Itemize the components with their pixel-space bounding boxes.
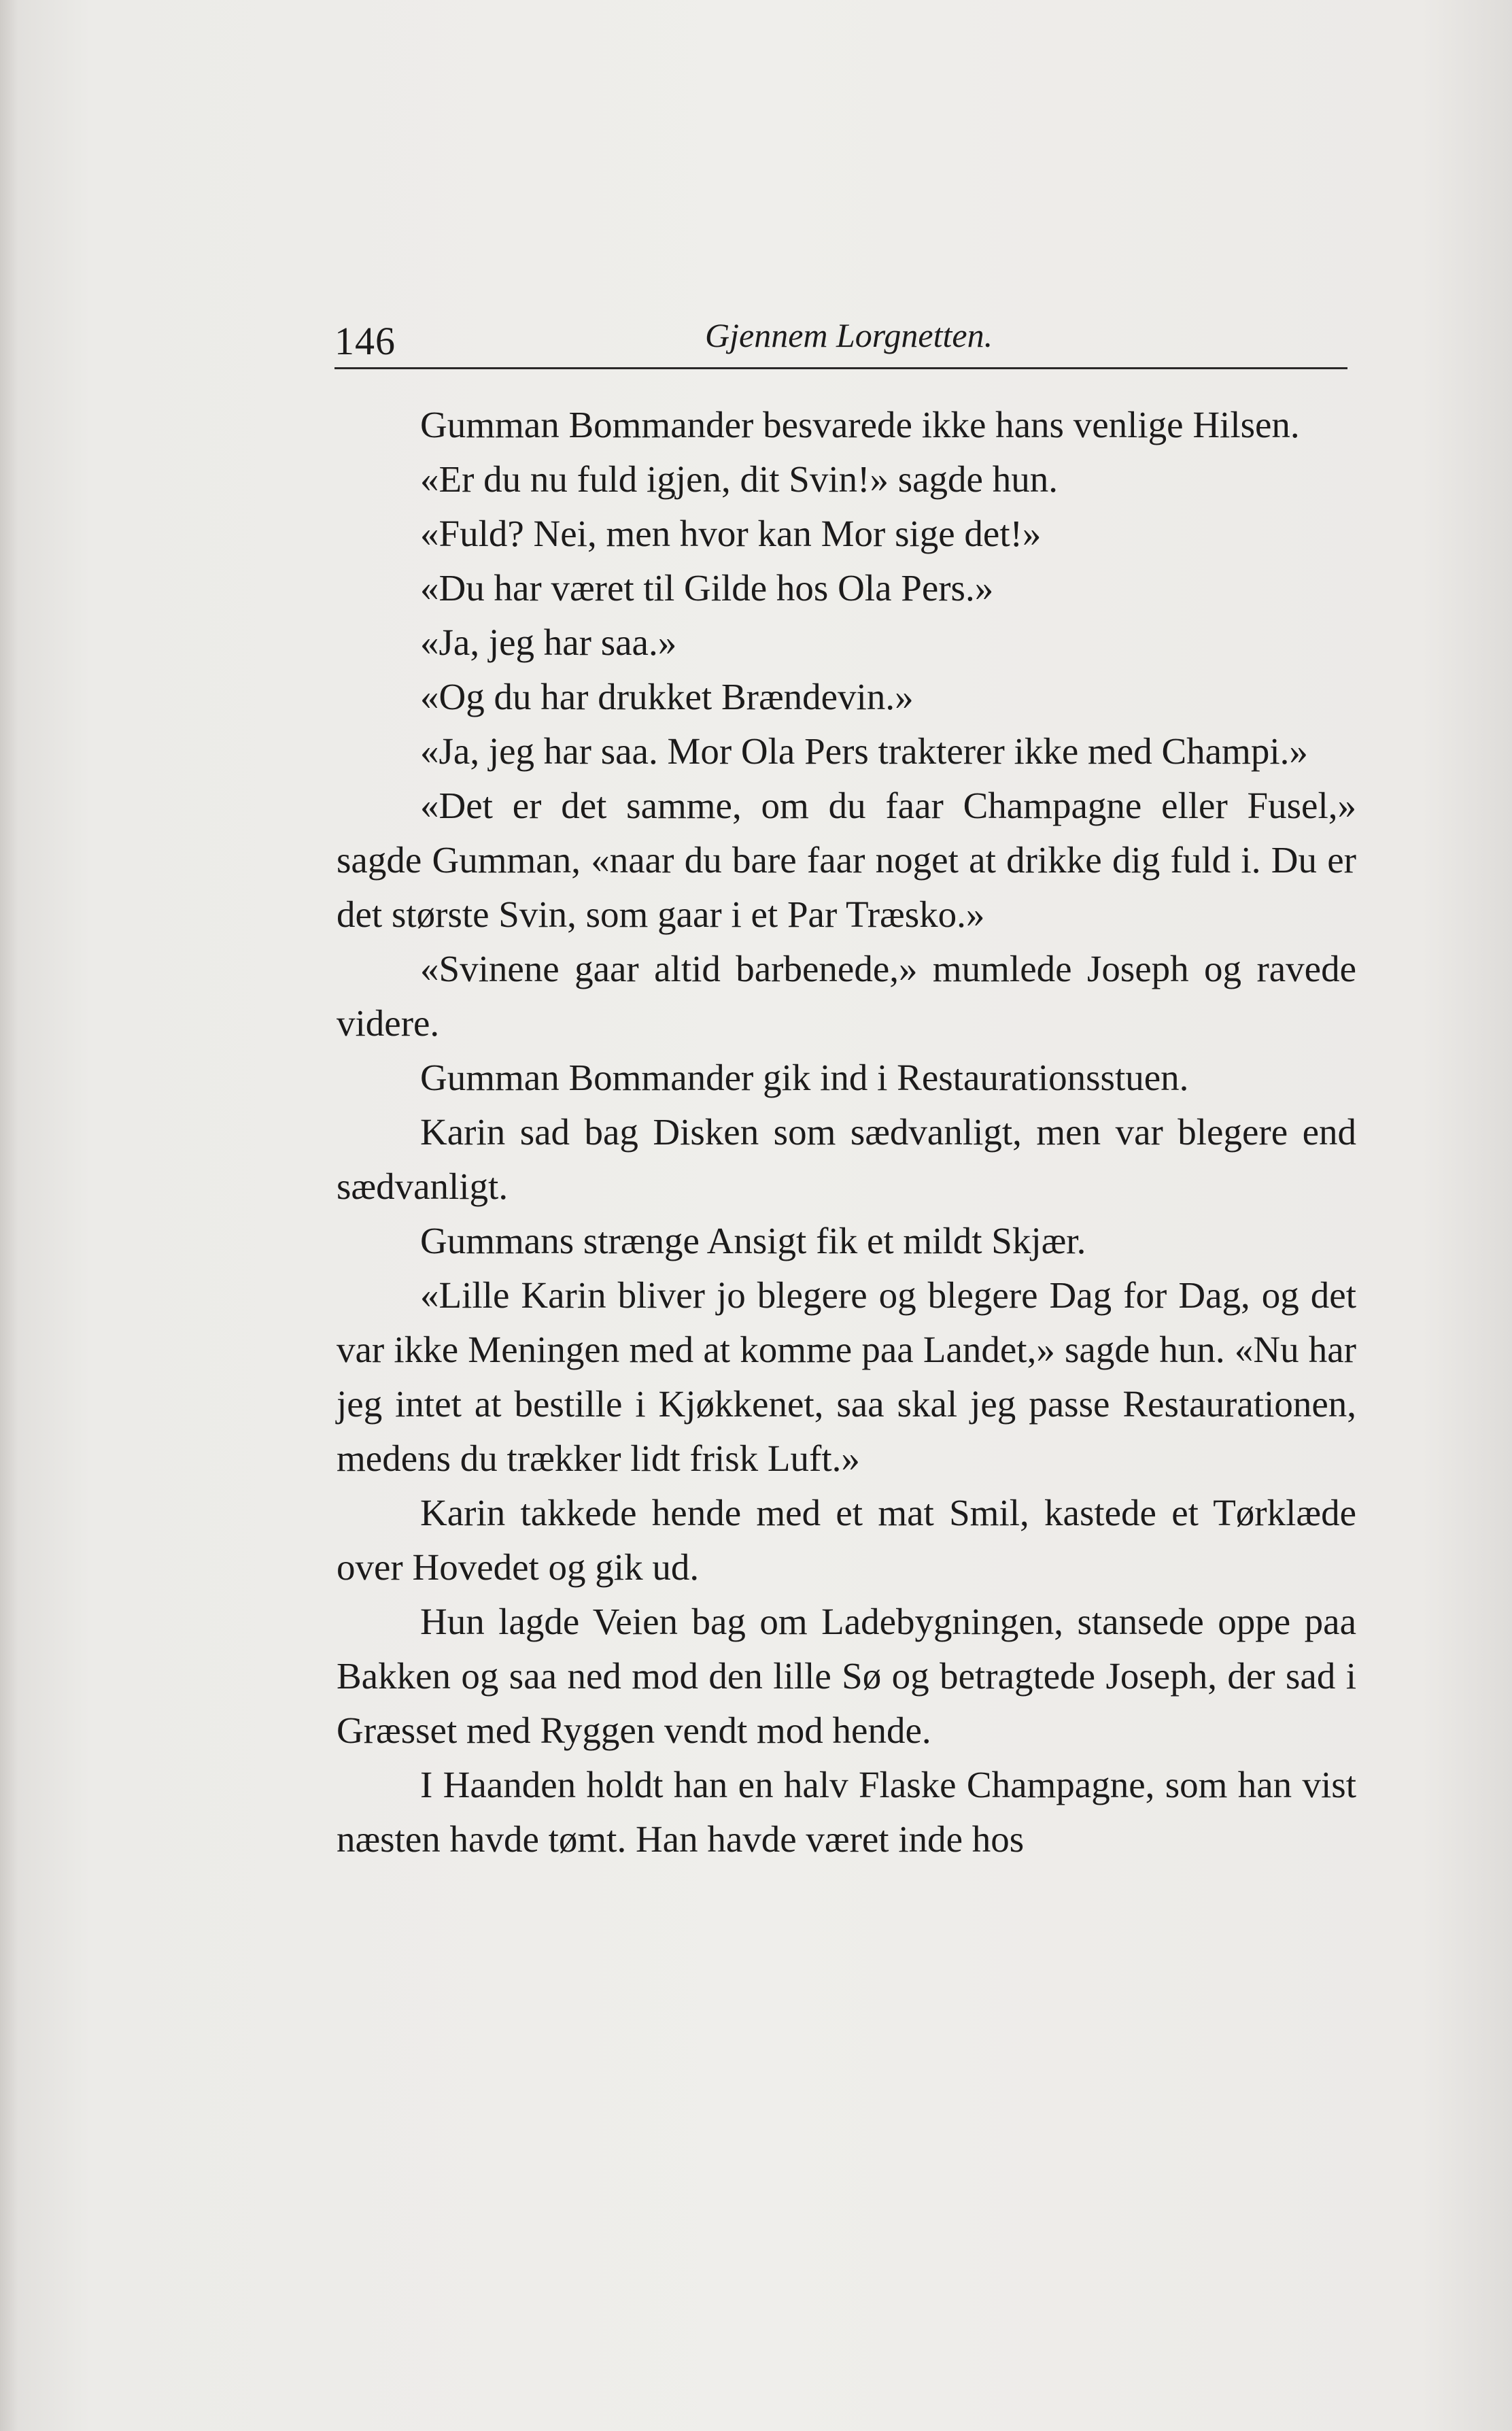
- paragraph: «Fuld? Nei, men hvor kan Mor sige det!»: [420, 513, 1042, 554]
- paragraph: «Er du nu fuld igjen, dit Svin!» sagde hun.: [420, 458, 1058, 500]
- paragraph: I Haanden holdt han en halv Flaske Champagne, som han vist næsten havde tømt. Han havde været inde hos: [337, 1764, 1356, 1860]
- page-number: 146: [334, 319, 396, 363]
- paragraph: «Du har været til Gilde hos Ola Pers.»: [420, 567, 994, 609]
- paragraph: Karin takkede hende med et mat Smil, kastede et Tørklæde over Hovedet og gik ud.: [337, 1492, 1356, 1588]
- paragraph: Gumman Bommander besvarede ikke hans venlige Hilsen.: [420, 404, 1300, 445]
- paragraph: Gummans strænge Ansigt fik et mildt Skjær.: [420, 1220, 1086, 1261]
- body-text: [337, 398, 1356, 1867]
- paragraph: «Og du har drukket Brændevin.»: [420, 676, 914, 717]
- paragraph: Gumman Bommander gik ind i Restaurationsstuen.: [420, 1057, 1189, 1098]
- paragraph: «Det er det samme, om du faar Champagne eller Fusel,» sagde Gumman, «naar du bare faar noget at drikke dig fuld i. Du er det største Svin, som gaar i et Par Træsko.»: [337, 785, 1356, 935]
- paragraph: «Ja, jeg har saa. Mor Ola Pers trakterer ikke med Champi.»: [420, 730, 1308, 772]
- paragraph: «Svinene gaar altid barbenede,» mumlede Joseph og ravede videre.: [337, 948, 1356, 1044]
- paragraph: «Lille Karin bliver jo blegere og blegere Dag for Dag, og det var ikke Meningen med at komme paa Landet,» sagde hun. «Nu har jeg intet at bestille i Kjøkkenet, saa skal jeg passe Restaurationen, medens du trækker lidt frisk Luft.»: [337, 1274, 1356, 1479]
- paragraph: «Ja, jeg har saa.»: [420, 622, 677, 663]
- running-title: Gjennem Lorgnetten.: [705, 316, 993, 354]
- paragraph: Hun lagde Veien bag om Ladebygningen, stansede oppe paa Bakken og saa ned mod den lille Sø og betragtede Joseph, der sad i Græsset med Ryggen vendt mod hende.: [337, 1601, 1356, 1751]
- paragraph: Karin sad bag Disken som sædvanligt, men var blegere end sædvanligt.: [337, 1111, 1356, 1207]
- page-spine-shadow: [0, 0, 18, 2431]
- page-header: [334, 306, 1347, 369]
